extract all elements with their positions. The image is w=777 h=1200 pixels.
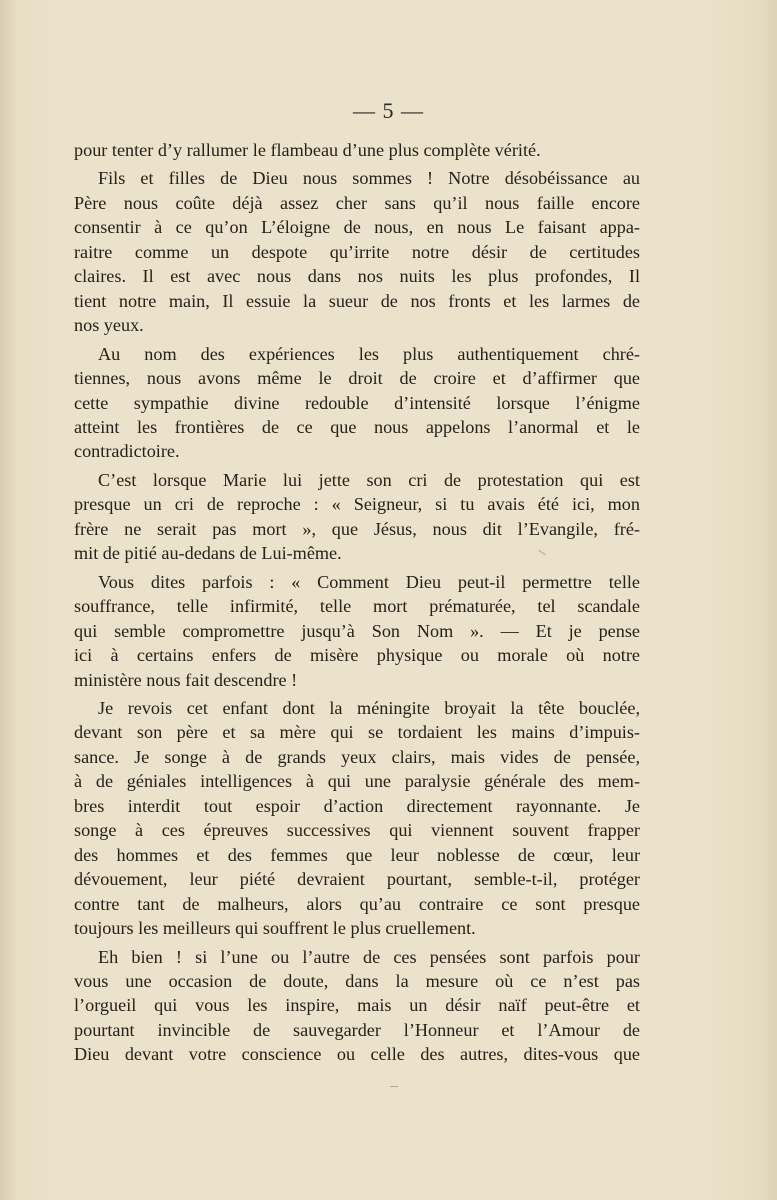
paragraph — [74, 138, 640, 162]
text-line: Dieu devant votre conscience ou celle des autres, dites-vous que — [74, 1044, 640, 1065]
text-line: toujours les meilleurs qui souffrent le plus cruellement. — [74, 918, 476, 939]
text-line: Au nom des expériences les plus authentiquement chré- — [98, 343, 640, 364]
text-line: contradictoire. — [74, 441, 180, 462]
text-line: raitre comme un despote qu’irrite notre désir de certitudes — [74, 241, 640, 262]
text-line: C’est lorsque Marie lui jette son cri de protestation qui est — [98, 469, 640, 490]
text-line: ministère nous fait descendre ! — [74, 669, 298, 690]
body-text — [74, 138, 640, 1071]
paragraph — [74, 166, 640, 337]
text-line: claires. Il est avec nous dans nos nuits les plus profondes, Il — [74, 266, 640, 287]
text-line: songe à ces épreuves successives qui viennent souvent frapper — [74, 820, 640, 841]
paragraph — [74, 342, 640, 464]
text-line: presque un cri de reproche : « Seigneur, si tu avais été ici, mon — [74, 494, 640, 515]
text-line: Fils et filles de Dieu nous sommes ! Notre désobéissance au — [98, 168, 640, 189]
text-line: atteint les frontières de ce que nous appelons l’anormal et le — [74, 416, 640, 437]
text-line: Vous dites parfois : « Comment Dieu peut-il permettre telle — [98, 571, 640, 592]
text-line: mit de pitié au-dedans de Lui-même. — [74, 543, 342, 564]
text-line: contre tant de malheurs, alors qu’au contraire ce sont presque — [74, 893, 640, 914]
text-line: pourtant invincible de sauvegarder l’Honneur et l’Amour de — [74, 1019, 640, 1040]
text-line: frère ne serait pas mort », que Jésus, nous dit l’Evangile, fré- — [74, 518, 640, 539]
text-line: consentir à ce qu’on L’éloigne de nous, en nous Le faisant appa- — [74, 217, 640, 238]
text-line: vous une occasion de doute, dans la mesure où ce n’est pas — [74, 970, 640, 991]
text-line: souffrance, telle infirmité, telle mort prématurée, tel scandale — [74, 596, 640, 617]
paragraph — [74, 468, 640, 566]
text-line: l’orgueil qui vous les inspire, mais un désir naïf peut-être et — [74, 995, 640, 1016]
text-line: tiennes, nous avons même le droit de croire et d’affirmer que — [74, 368, 640, 389]
paragraph — [74, 570, 640, 692]
text-line: sance. Je songe à de grands yeux clairs, mais vides de pensée, — [74, 746, 640, 767]
paragraph — [74, 696, 640, 941]
text-line: nos yeux. — [74, 315, 144, 336]
text-line: devant son père et sa mère qui se tordaient les mains d’impuis- — [74, 722, 640, 743]
text-line: ici à certains enfers de misère physique ou morale où notre — [74, 645, 640, 666]
page-number: — 5 — — [353, 98, 424, 123]
text-line: des hommes et des femmes que leur noblesse de cœur, leur — [74, 844, 640, 865]
text-line: Eh bien ! si l’une ou l’autre de ces pensées sont parfois pour — [98, 946, 640, 967]
paper-speck — [390, 1086, 398, 1087]
text-line: bres interdit tout espoir d’action directement rayonnante. Je — [74, 795, 640, 816]
text-line: pour tenter d’y rallumer le flambeau d’une plus complète vérité. — [74, 140, 541, 160]
text-line: à de géniales intelligences à qui une paralysie générale des mem- — [74, 771, 640, 792]
text-line: dévouement, leur piété devraient pourtant, semble-t-il, protéger — [74, 869, 640, 890]
text-line: Je revois cet enfant dont la méningite broyait la tête bouclée, — [98, 697, 640, 718]
text-line: tient notre main, Il essuie la sueur de nos fronts et les larmes de — [74, 290, 640, 311]
text-line: cette sympathie divine redouble d’intensité lorsque l’énigme — [74, 392, 640, 413]
text-line: Père nous coûte déjà assez cher sans qu’il nous faille encore — [74, 192, 640, 213]
paragraph — [74, 945, 640, 1067]
text-line: qui semble compromettre jusqu’à Son Nom ». — Et je pense — [74, 620, 640, 641]
